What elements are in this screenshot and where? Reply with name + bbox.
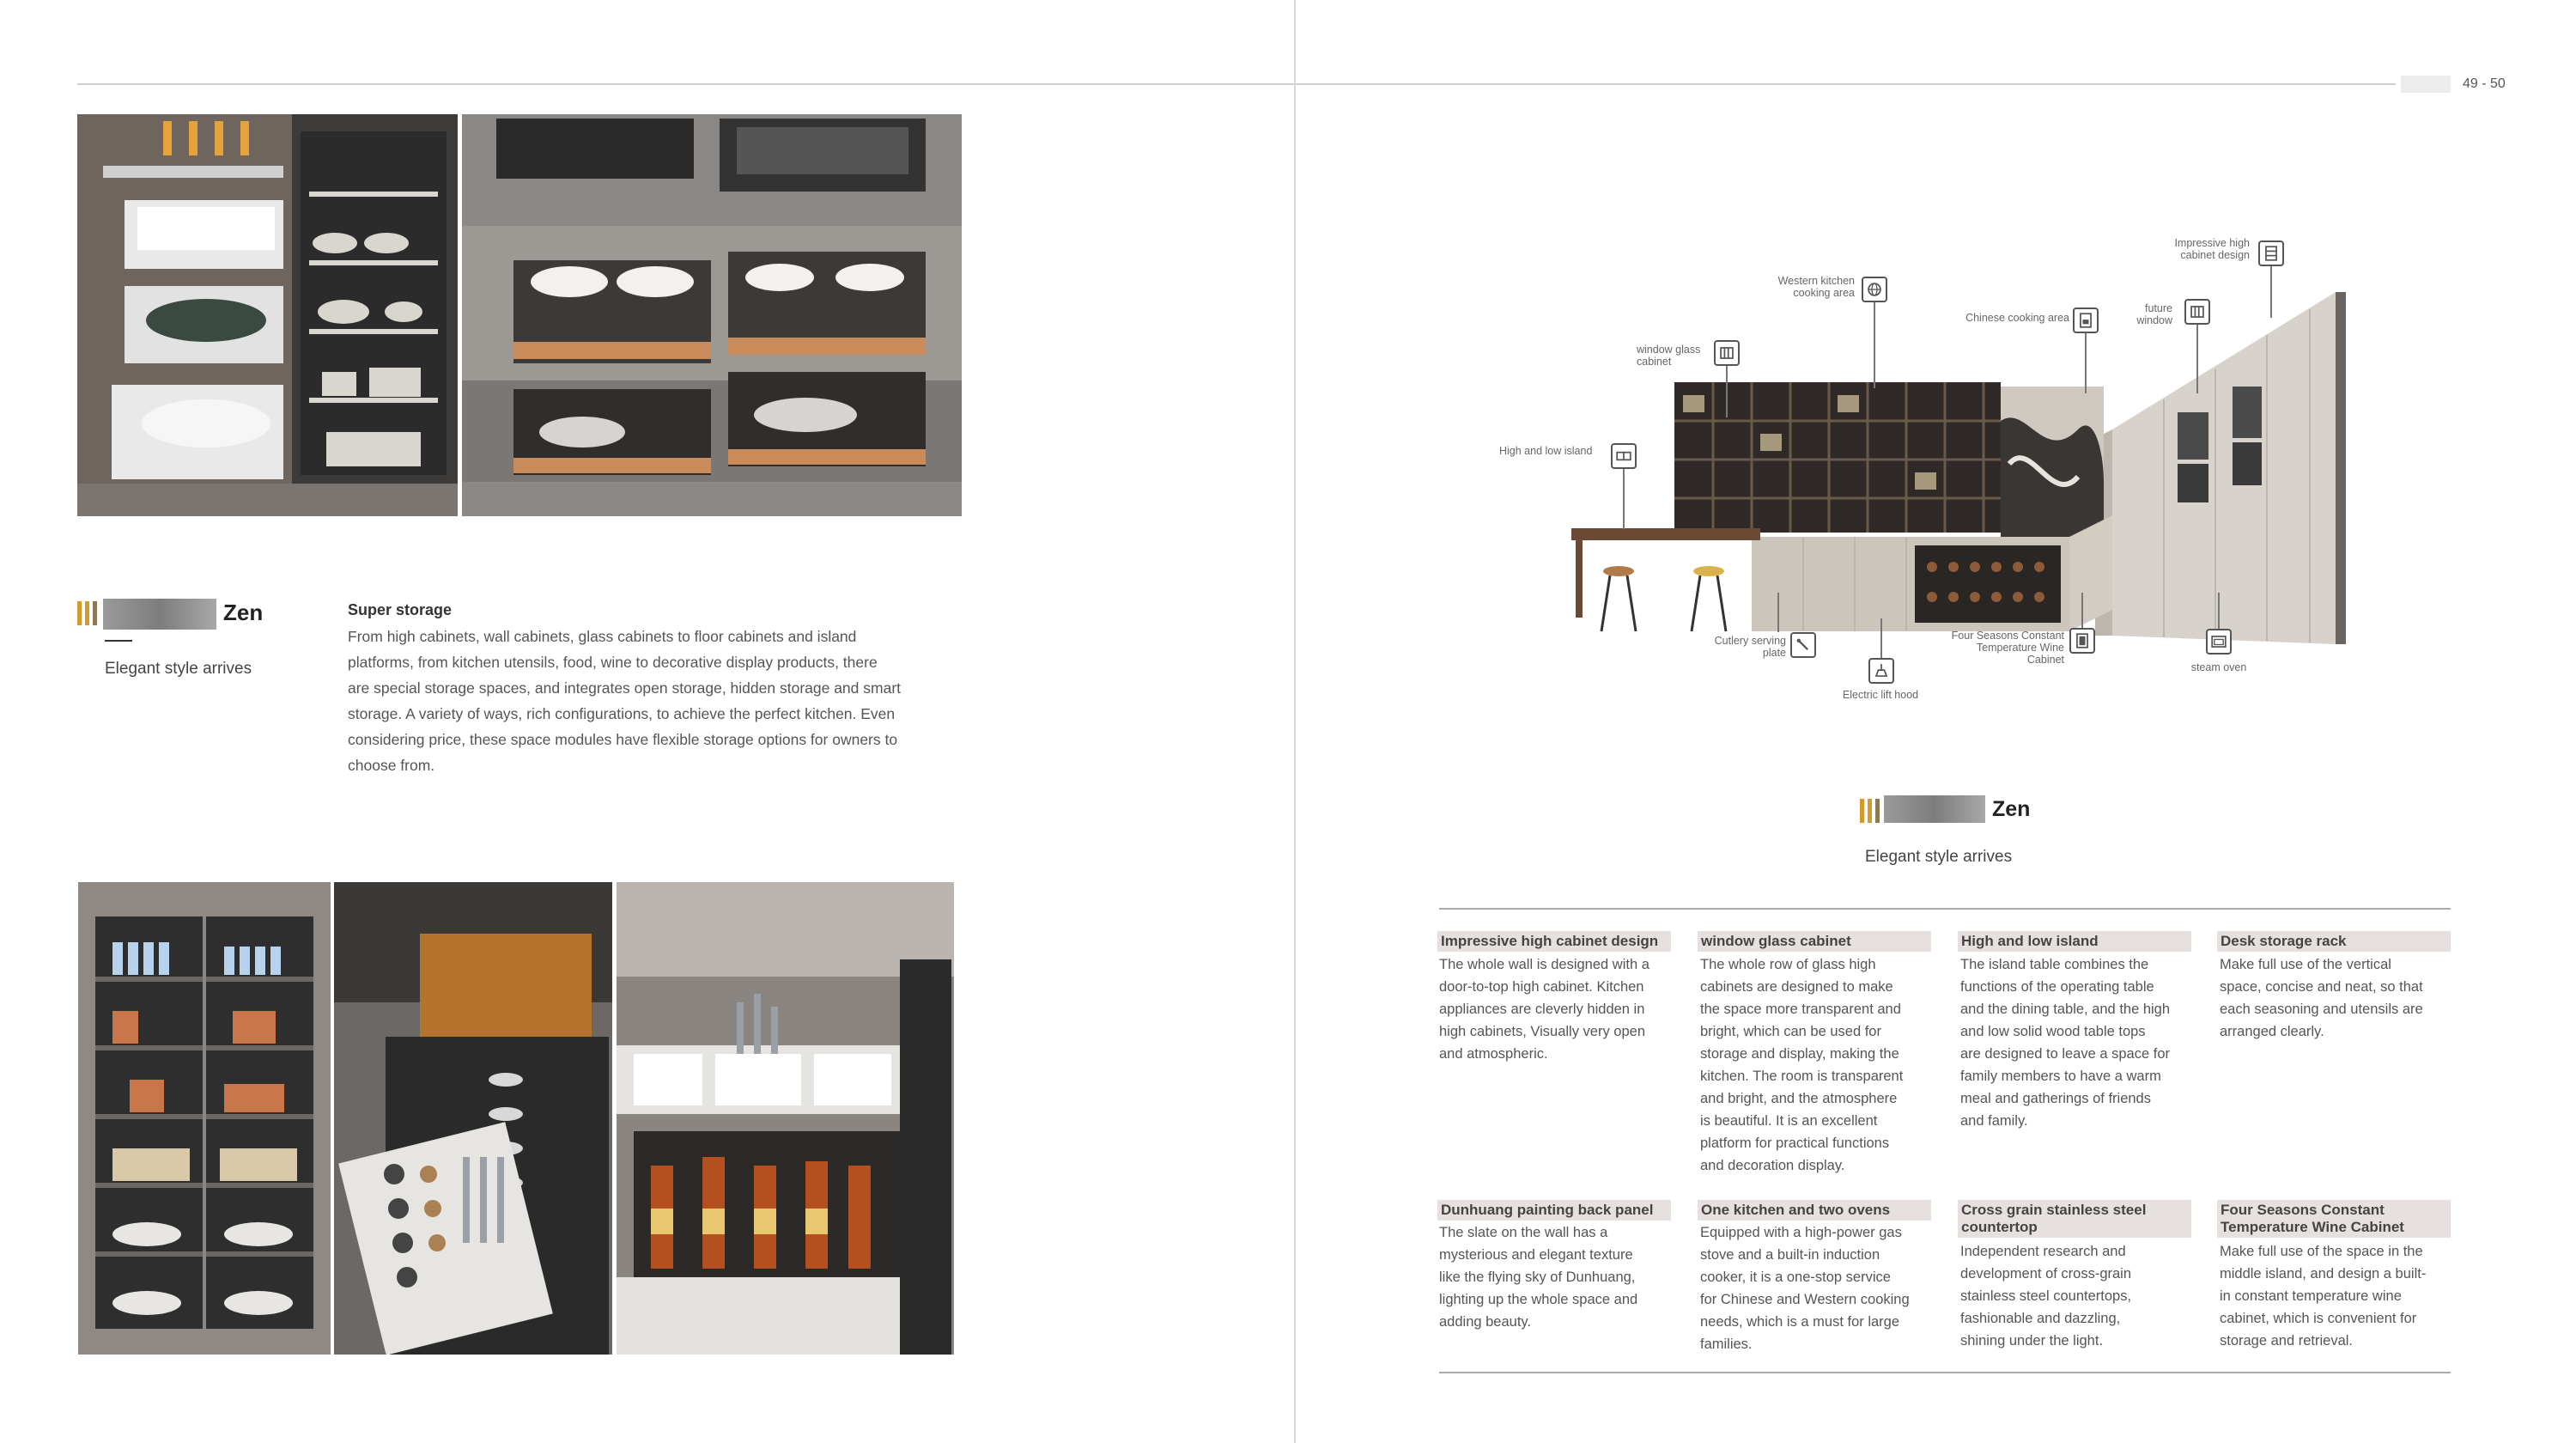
feature-line: Equipped with a high-power gas — [1700, 1225, 1902, 1240]
cabinet-icon — [2258, 240, 2284, 266]
brand-bars-icon — [1860, 799, 1880, 823]
feature-line: cabinets are designed to make — [1700, 979, 1893, 995]
callout-impressive-high-cabinet — [2164, 237, 2250, 261]
feature-line: is beautiful. It is an excellent — [1700, 1113, 1878, 1129]
feature-title: Dunhuang painting back panel — [1437, 1200, 1671, 1221]
feature-text — [1960, 1240, 2201, 1352]
feature-line: mysterious and elegant texture — [1439, 1247, 1633, 1263]
callout-line: cabinet design — [2180, 249, 2250, 261]
storage-paragraph — [348, 624, 932, 778]
photo-drawer-cutlery — [334, 882, 612, 1355]
callout-line: Chinese cooking area — [1965, 312, 2069, 324]
feature-line: appliances are cleverly hidden in — [1439, 1002, 1645, 1017]
feature-line: and decoration display. — [1700, 1158, 1845, 1173]
brand-tagline: Elegant style arrives — [1865, 848, 2013, 866]
feature-line: like the flying sky of Dunhuang, — [1439, 1269, 1636, 1285]
feature-line: each seasoning and utensils are — [2220, 1002, 2423, 1017]
feature-line: middle island, and design a built- — [2220, 1266, 2427, 1282]
top-rule-left — [77, 83, 1297, 85]
feature-text — [1700, 953, 1941, 1177]
storage-line: From high cabinets, wall cabinets, glass cabinets to floor cabinets and island — [348, 628, 857, 645]
glass-cabinet-icon — [1714, 340, 1740, 366]
feature-text — [1700, 1221, 1941, 1355]
callout-future-window — [2133, 302, 2172, 326]
feature-line: storage and display, making the — [1700, 1046, 1899, 1062]
feature-line: and atmospheric. — [1439, 1046, 1548, 1062]
wine-cabinet-icon — [2069, 628, 2095, 654]
page-number: 49 - 50 — [2463, 76, 2506, 91]
features-top-rule — [1439, 908, 2451, 910]
photo-drawer-dishes — [77, 114, 458, 516]
callout-steam-oven — [2184, 661, 2253, 673]
top-rule-right — [1297, 83, 2396, 85]
callout-chinese-cooking — [1941, 312, 2069, 324]
cutlery-icon — [1790, 632, 1816, 658]
feature-line: for Chinese and Western cooking — [1700, 1292, 1910, 1307]
feature-line: stainless steel countertops, — [1960, 1288, 2132, 1304]
feature-title — [1958, 1200, 2191, 1238]
callout-line: Western kitchen — [1777, 275, 1855, 287]
callout-line: plate — [1762, 647, 1786, 659]
globe-icon — [1862, 277, 1887, 302]
feature-line: development of cross-grain — [1960, 1266, 2132, 1282]
callout-cutlery-serving-plate — [1692, 635, 1786, 659]
feature-line: storage and retrieval. — [2220, 1333, 2354, 1349]
feature-line: Make full use of the vertical — [2220, 957, 2391, 972]
feature-line: functions of the operating table — [1960, 979, 2154, 995]
feature-line: the space more transparent and — [1700, 1002, 1901, 1017]
feature-line: needs, which is a must for large — [1700, 1314, 1900, 1330]
feature-line: bright, which can be used for — [1700, 1024, 1881, 1039]
feature-line: meal and gatherings of friends — [1960, 1091, 2151, 1106]
feature-title: Impressive high cabinet design — [1437, 931, 1671, 952]
feature-line: The whole wall is designed with a — [1439, 957, 1649, 972]
feature-text — [2220, 953, 2451, 1043]
feature-line: stove and a built-in induction — [1700, 1247, 1880, 1263]
photo-deep-drawers-bowls — [462, 114, 962, 516]
feature-title-line: Cross grain stainless steel — [1961, 1202, 2147, 1218]
feature-title-line: Four Seasons Constant — [2221, 1202, 2385, 1218]
leader-line — [2270, 266, 2272, 318]
brand-tagline: Elegant style arrives — [105, 660, 252, 678]
callout-line: Cutlery serving — [1714, 635, 1786, 647]
brand-name: Zen — [223, 600, 264, 625]
leader-line — [1874, 302, 1875, 388]
feature-line: The slate on the wall has a — [1439, 1225, 1608, 1240]
feature-line: kitchen. The room is transparent — [1700, 1069, 1904, 1084]
callout-line: Temperature Wine — [1976, 642, 2064, 654]
feature-line: door-to-top high cabinet. Kitchen — [1439, 979, 1644, 995]
storage-title: Super storage — [348, 601, 453, 618]
stove-icon — [2073, 307, 2099, 333]
leader-line — [1726, 366, 1728, 417]
brand-bars-icon — [77, 601, 97, 625]
feature-line: and bright, and the atmosphere — [1700, 1091, 1898, 1106]
feature-line: families. — [1700, 1336, 1753, 1352]
feature-line: fashionable and dazzling, — [1960, 1311, 2121, 1326]
feature-line: The whole row of glass high — [1700, 957, 1876, 972]
callout-line: Four Seasons Constant — [1951, 630, 2064, 642]
callout-line: steam oven — [2190, 661, 2247, 673]
feature-line: The island table combines the — [1960, 957, 2149, 972]
feature-title: window glass cabinet — [1698, 931, 1931, 952]
storage-line: choose from. — [348, 757, 435, 774]
feature-line: are designed to leave a space for — [1960, 1046, 2170, 1062]
feature-line: shining under the light. — [1960, 1333, 2104, 1349]
callout-line: cooking area — [1793, 287, 1855, 299]
feature-text — [2220, 1240, 2451, 1352]
feature-line: Make full use of the space in the — [2220, 1244, 2423, 1259]
feature-title: Desk storage rack — [2217, 931, 2451, 952]
callout-line: High and low island — [1499, 445, 1593, 457]
leader-line — [1880, 618, 1882, 658]
callout-western-kitchen — [1752, 275, 1855, 299]
oven-icon — [2206, 629, 2232, 655]
center-fold — [1294, 0, 1296, 1443]
feature-line: space, concise and neat, so that — [2220, 979, 2423, 995]
brand-logo-blurred — [1884, 795, 1985, 823]
feature-line: arranged clearly. — [2220, 1024, 2324, 1039]
leader-line — [2196, 325, 2198, 393]
feature-text — [1439, 1221, 1680, 1333]
storage-line: storage. A variety of ways, rich configurations, to achieve the perfect kitchen. Even — [348, 705, 896, 722]
callout-window-glass-cabinet — [1637, 344, 1710, 368]
feature-line: family members to have a warm — [1960, 1069, 2161, 1084]
callout-line: Electric lift hood — [1842, 689, 1919, 701]
feature-text — [1960, 953, 2201, 1132]
feature-line: lighting up the whole space and — [1439, 1292, 1638, 1307]
callout-electric-lift-hood — [1829, 689, 1932, 701]
feature-line: cooker, it is a one-stop service — [1700, 1269, 1891, 1285]
leader-line — [1623, 469, 1625, 529]
callout-line: future — [2145, 302, 2172, 314]
feature-line: high cabinets, Visually very open — [1439, 1024, 1646, 1039]
hood-icon — [1868, 658, 1894, 684]
storage-line: platforms, from kitchen utensils, food, wine to decorative display products, there — [348, 654, 878, 671]
features-bottom-rule — [1439, 1372, 2451, 1373]
feature-title — [2217, 1200, 2451, 1238]
photo-pantry-rack — [78, 882, 331, 1355]
leader-line — [2218, 593, 2220, 629]
island-icon — [1611, 443, 1637, 469]
feature-title: High and low island — [1958, 931, 2191, 952]
feature-line: adding beauty. — [1439, 1314, 1532, 1330]
feature-text — [1439, 953, 1680, 1065]
brand-logo-blurred — [103, 599, 216, 630]
callout-line: window — [2136, 314, 2172, 326]
feature-line: and low solid wood table tops — [1960, 1024, 2146, 1039]
brand-underline — [105, 640, 132, 642]
feature-line: and family. — [1960, 1113, 2028, 1129]
leader-line — [1777, 593, 1779, 632]
feature-title-line: Temperature Wine Cabinet — [2221, 1219, 2404, 1235]
leader-line — [2085, 333, 2087, 393]
feature-line: cabinet, which is convenient for — [2220, 1311, 2417, 1326]
page-number-marker — [2401, 76, 2451, 93]
leader-line — [2081, 593, 2083, 628]
callout-line: Cabinet — [2026, 654, 2064, 666]
callout-four-seasons-wine — [1930, 630, 2064, 666]
feature-line: platform for practical functions — [1700, 1136, 1890, 1151]
callout-line: cabinet — [1637, 356, 1672, 368]
feature-title-line: countertop — [1961, 1219, 2038, 1235]
feature-line: and the dining table, and the high — [1960, 1002, 2171, 1017]
feature-line: Independent research and — [1960, 1244, 2126, 1259]
photo-drawer-bottles — [617, 882, 954, 1355]
brand-name: Zen — [1992, 797, 2031, 821]
window-icon — [2184, 299, 2210, 325]
callout-high-low-island — [1499, 445, 1602, 457]
feature-line: in constant temperature wine — [2220, 1288, 2402, 1304]
feature-title: One kitchen and two ovens — [1698, 1200, 1931, 1221]
callout-line: Impressive high — [2174, 237, 2250, 249]
storage-line: considering price, these space modules have flexible storage options for owners to — [348, 731, 898, 748]
callout-line: window glass — [1637, 344, 1701, 356]
storage-line: are special storage spaces, and integrates open storage, hidden storage and smart — [348, 679, 902, 697]
